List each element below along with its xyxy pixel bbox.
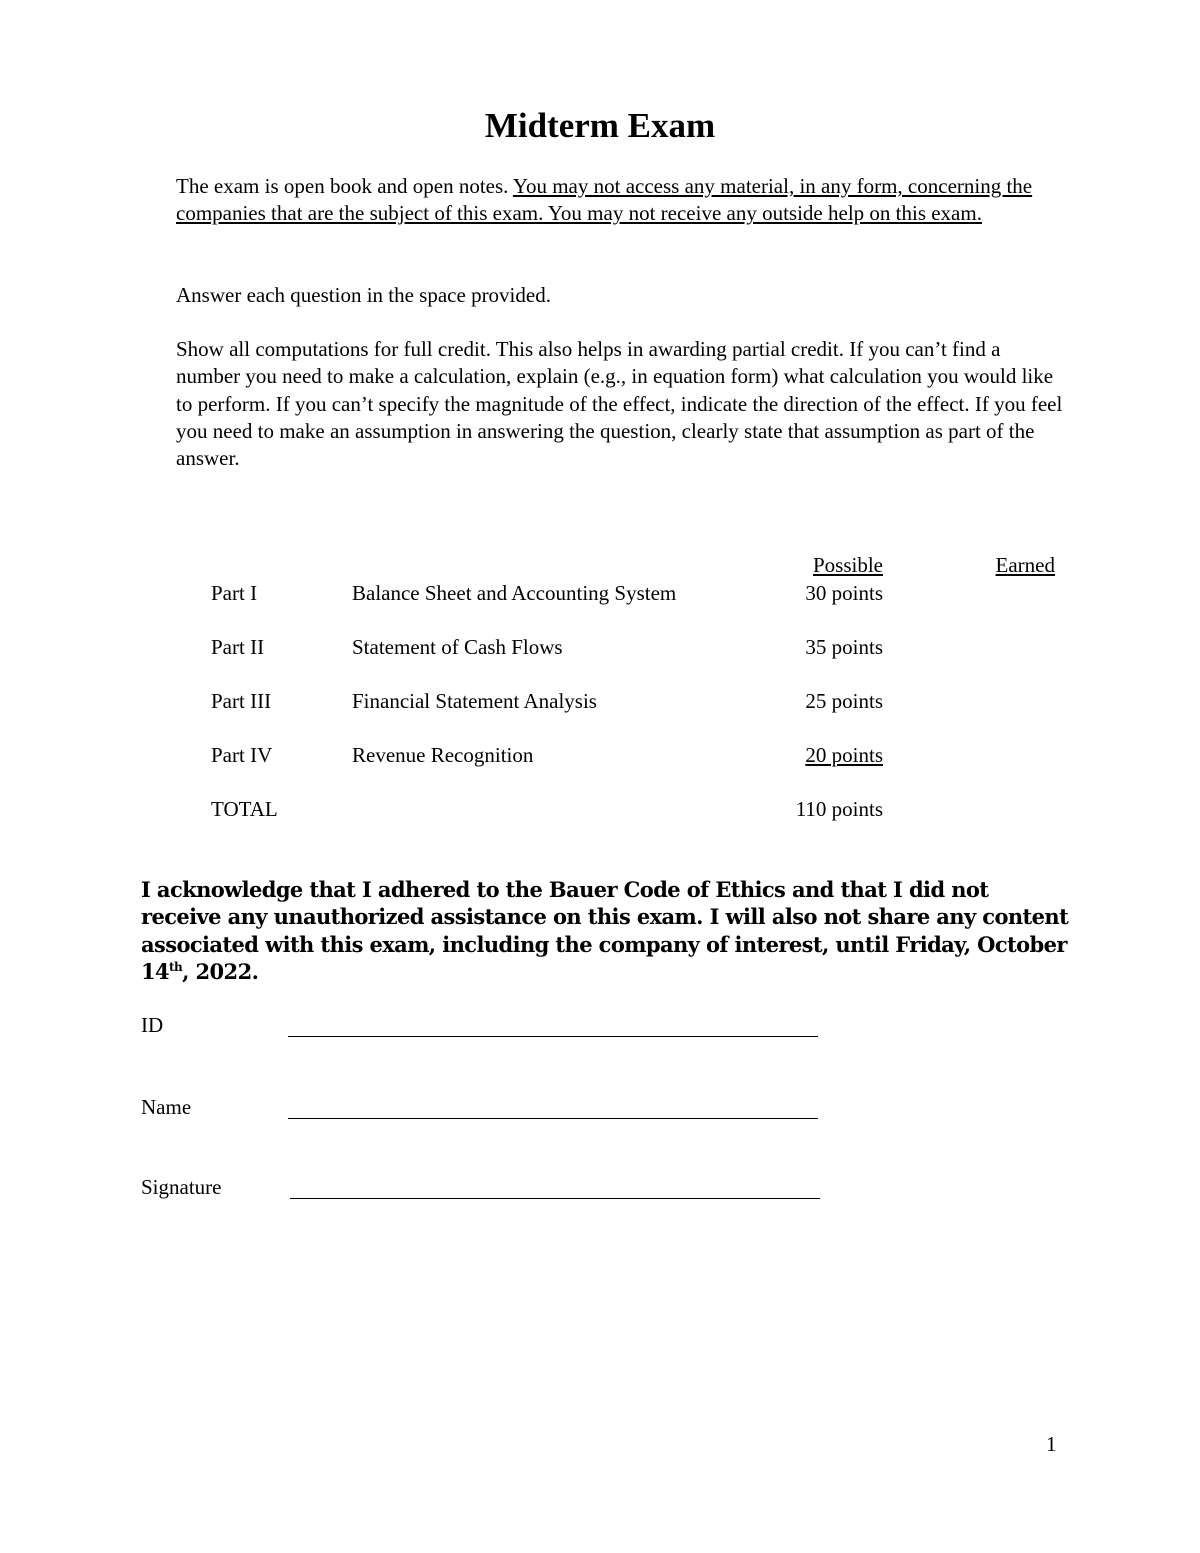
page-title: Midterm Exam bbox=[484, 106, 716, 145]
acknowledgement-year: , 2022. bbox=[182, 958, 259, 984]
header-possible: Possible bbox=[812, 553, 883, 577]
part-points: 35 points bbox=[805, 635, 883, 659]
signature-field[interactable] bbox=[290, 1198, 820, 1199]
total-label: TOTAL bbox=[211, 797, 278, 821]
part-label: Part IV bbox=[211, 743, 273, 767]
instruction-show-computations: Show all computations for full credit. This also helps in awarding partial credit. If you can’t find a number you need to make a calculation, explain (e.g., in equation form) what calculation you would like to perform. If you can’t specify the magnitude of the effect, indicate the direction of the effect. If you feel you need to make an assumption in answering the question, clearly state that assumption as part of the answer. bbox=[176, 337, 1063, 471]
acknowledgement-text: I acknowledge that I adhered to the Bauer Code of Ethics and that I did not receive any unauthorized assistance on this exam. I will also not share any content associated with this exam, including the company of interest, until Friday, October 14 bbox=[141, 877, 1069, 984]
acknowledgement-superscript: th bbox=[169, 959, 183, 974]
name-field[interactable] bbox=[288, 1118, 818, 1119]
part-topic: Financial Statement Analysis bbox=[352, 689, 597, 713]
ethics-acknowledgement bbox=[141, 876, 1071, 985]
header-earned: Earned bbox=[995, 553, 1055, 577]
part-label: Part III bbox=[211, 689, 272, 713]
id-label: ID bbox=[141, 1013, 164, 1037]
part-points: 20 points bbox=[805, 743, 883, 767]
part-topic: Revenue Recognition bbox=[352, 743, 534, 767]
part-topic: Balance Sheet and Accounting System bbox=[352, 581, 677, 605]
part-label: Part I bbox=[211, 581, 258, 605]
part-topic: Statement of Cash Flows bbox=[352, 635, 563, 659]
instruction-open-book-text: The exam is open book and open notes. bbox=[176, 174, 513, 198]
total-points: 110 points bbox=[795, 797, 883, 821]
part-points: 25 points bbox=[805, 689, 883, 713]
part-label: Part II bbox=[211, 635, 265, 659]
name-label: Name bbox=[141, 1095, 192, 1119]
signature-label: Signature bbox=[141, 1175, 222, 1199]
part-points: 30 points bbox=[805, 581, 883, 605]
instruction-answer-space: Answer each question in the space provided. bbox=[176, 283, 551, 307]
id-field[interactable] bbox=[288, 1036, 818, 1037]
page-number: 1 bbox=[1046, 1432, 1057, 1456]
instruction-no-outside-help: You may not access any material, in any form, concerning the companies that are the subject of this exam. You may not receive any outside help on this exam. bbox=[176, 174, 1033, 226]
instruction-open-book bbox=[176, 173, 1066, 228]
